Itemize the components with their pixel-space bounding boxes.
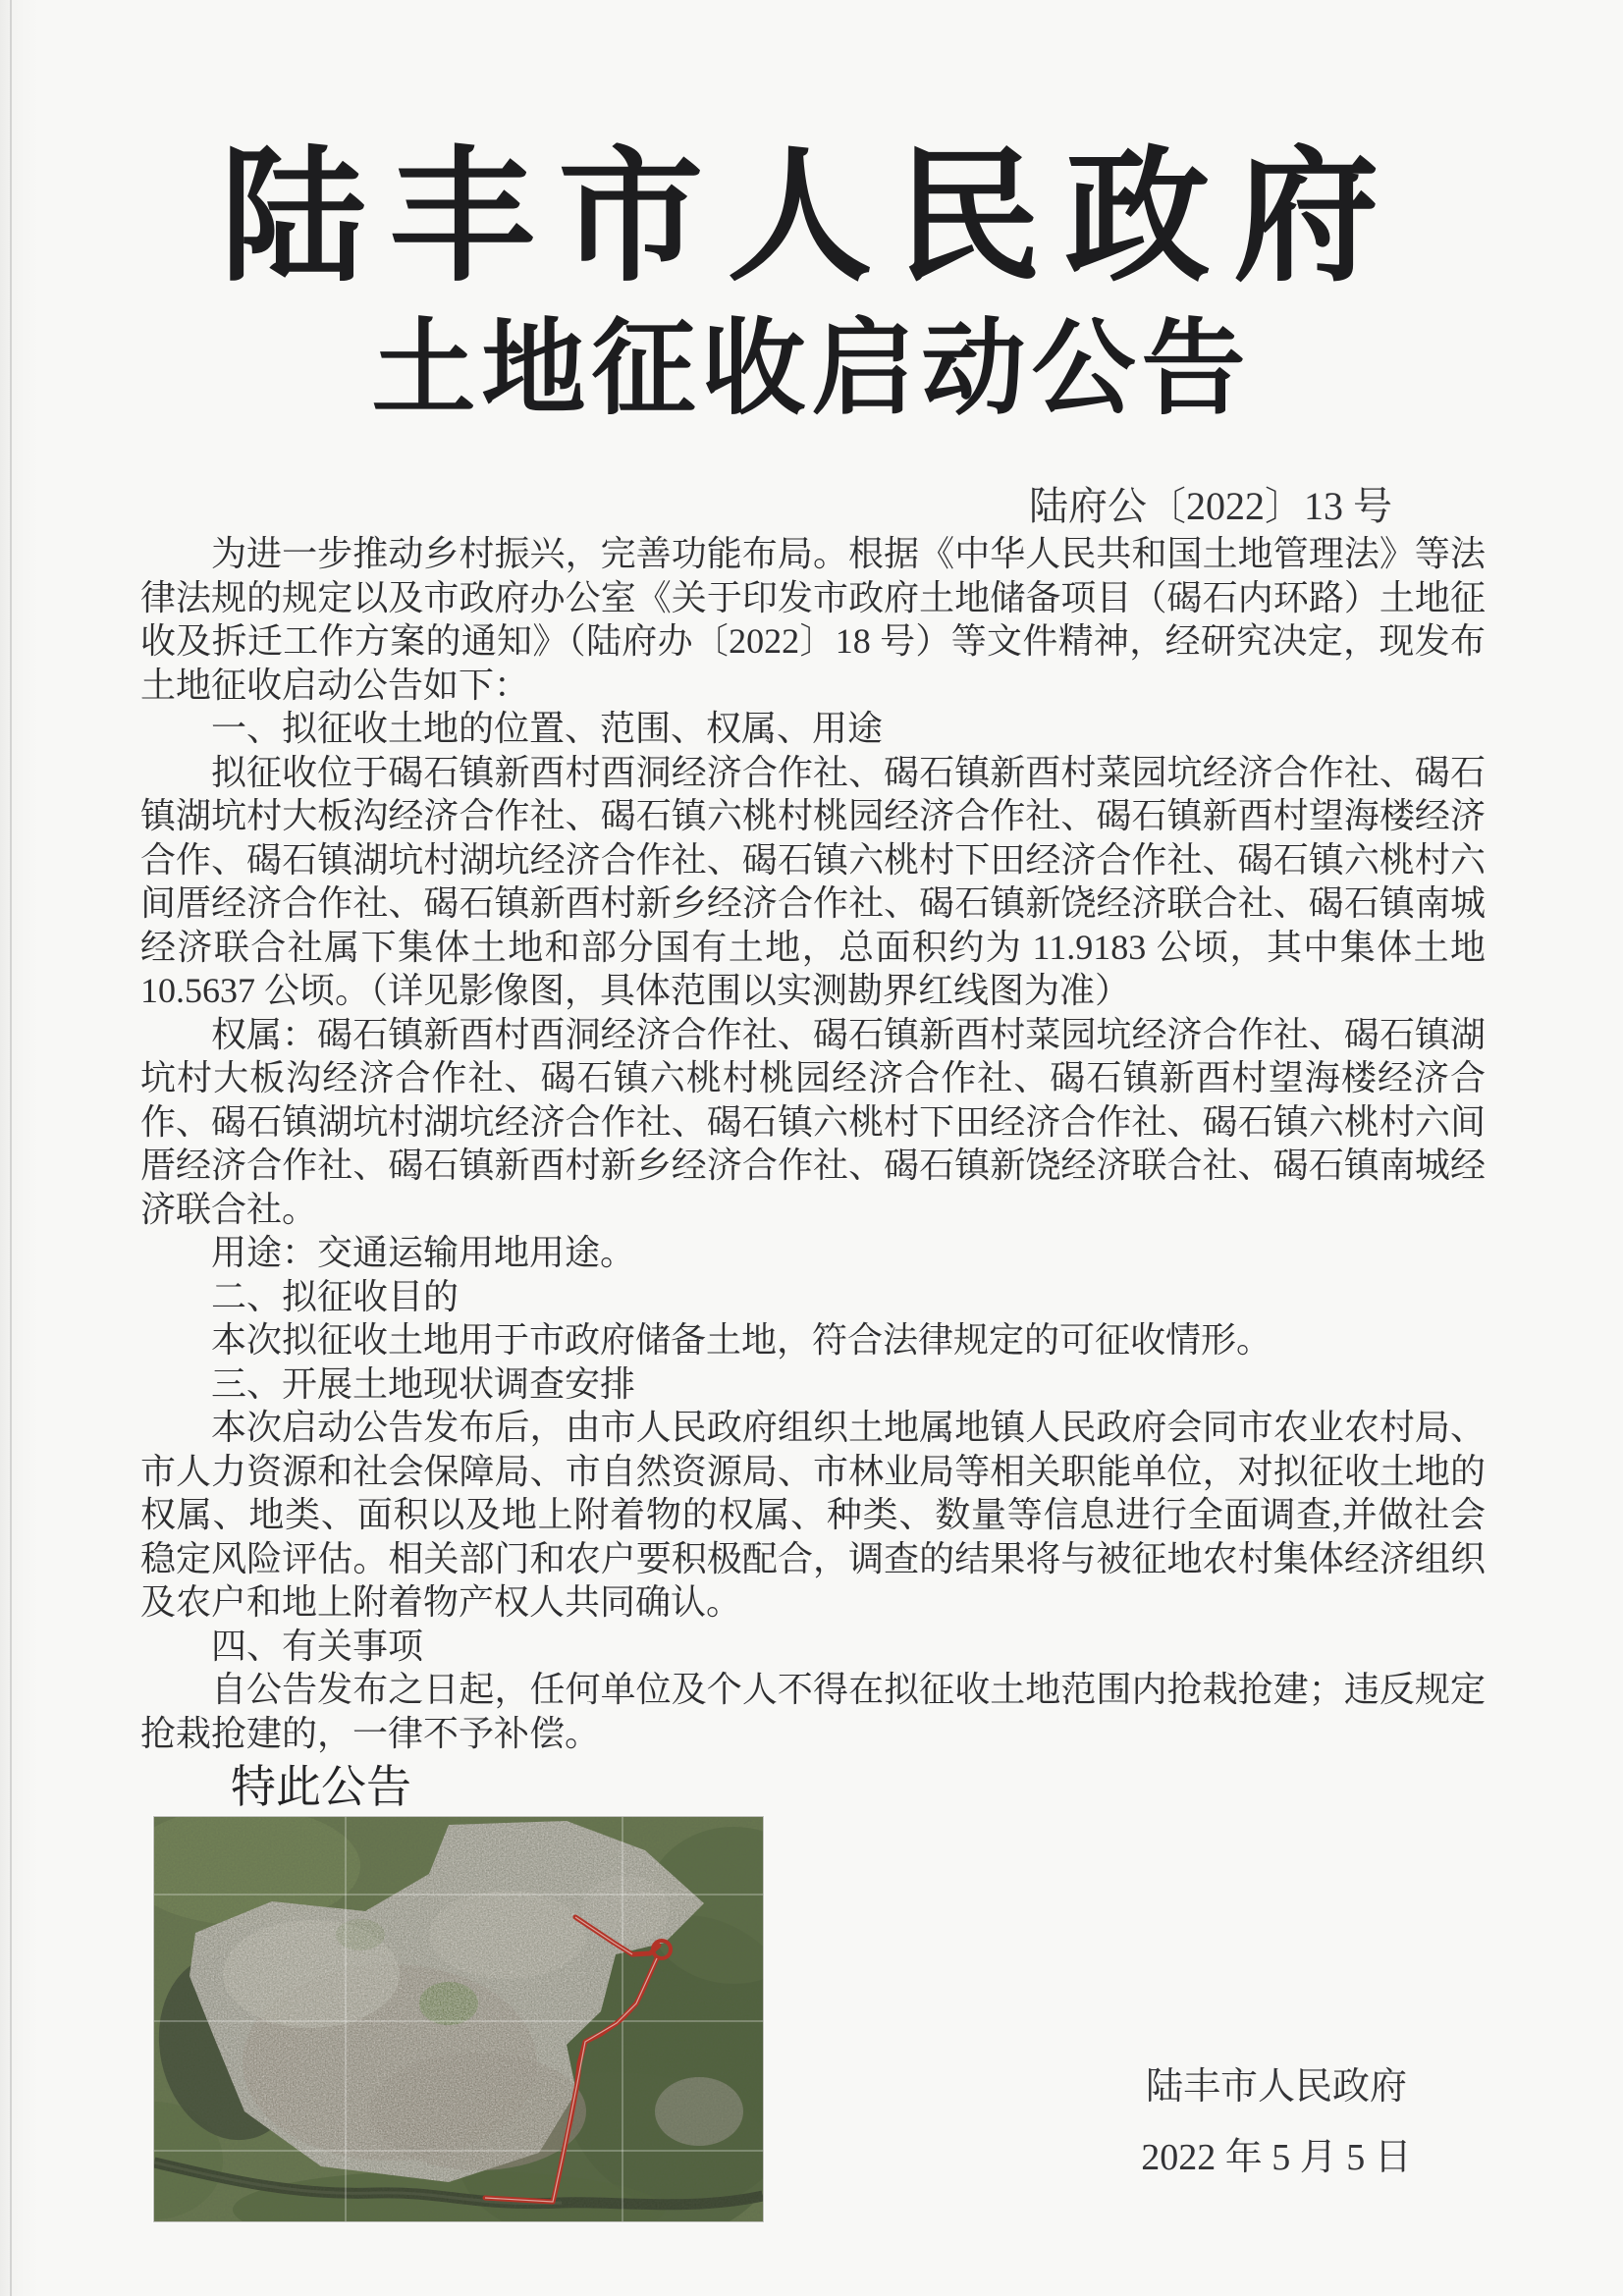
section-2-heading: 二、拟征收目的 bbox=[211, 1276, 460, 1316]
page-title: 陆丰市人民政府 bbox=[220, 138, 1403, 299]
paragraph-purpose: 本次拟征收土地用于市政府储备土地，符合法律规定的可征收情形。 bbox=[211, 1320, 1272, 1360]
paragraph-usage: 用途：交通运输用地用途。 bbox=[211, 1233, 636, 1272]
signature-block bbox=[1041, 2052, 1512, 2193]
paragraph-notice: 自公告发布之日起，任何单位及个人不得在拟征收土地范围内抢栽抢建；违反规定抢栽抢建的，一律不予补偿。 bbox=[140, 1670, 1486, 1753]
signature-date: 2022 年 5 月 5 日 bbox=[1141, 2137, 1412, 2178]
satellite-map-image bbox=[153, 1816, 764, 2222]
closing-statement: 特此公告 bbox=[231, 1762, 411, 1812]
document-body bbox=[140, 532, 1486, 1816]
satellite-map-svg bbox=[154, 1817, 763, 2221]
section-4-heading: 四、有关事项 bbox=[211, 1626, 424, 1666]
paragraph-location: 拟征收位于碣石镇新酉村酉洞经济合作社、碣石镇新酉村菜园坑经济合作社、碣石镇湖坑村大板沟经济合作社、碣石镇六桃村桃园经济合作社、碣石镇新酉村望海楼经济合作、碣石镇湖坑村湖坑经济合作社、碣石镇六桃村下田经济合作社、碣石镇六桃村六间厝经济合作社、碣石镇新酉村新乡经济合作社、碣石镇新饶经济联合社、碣石镇南城经济联合社属下集体土地和部分国有土地，总面积约为 11.9183 公顷，其中集体土地 10.5637 公顷。（详见影像图，具体范围以实测勘界红线图为准） bbox=[140, 752, 1486, 1010]
page-subtitle: 土地征收启动公告 bbox=[371, 312, 1252, 427]
paragraph-survey: 本次启动公告发布后，由市人民政府组织土地属地镇人民政府会同市农业农村局、市人力资源和社会保障局、市自然资源局、市林业局等相关职能单位，对拟征收土地的权属、地类、面积以及地上附着物的权属、种类、数量等信息进行全面调查,并做社会稳定风险评估。相关部门和农户要积极配合，调查的结果将与被征地农村集体经济组织及农户和地上附着物产权人共同确认。 bbox=[140, 1408, 1486, 1622]
section-1-heading: 一、拟征收土地的位置、范围、权属、用途 bbox=[211, 709, 884, 748]
paragraph-intro: 为进一步推动乡村振兴，完善功能布局。根据《中华人民共和国土地管理法》等法律法规的规定以及市政府办公室《关于印发市政府土地储备项目（碣石内环路）土地征收及拆迁工作方案的通知》（陆府办〔2022〕18 号）等文件精神，经研究决定，现发布土地征收启动公告如下： bbox=[140, 534, 1486, 705]
signature-issuer: 陆丰市人民政府 bbox=[1145, 2066, 1407, 2108]
paragraph-ownership: 权属：碣石镇新酉村酉洞经济合作社、碣石镇新酉村菜园坑经济合作社、碣石镇湖坑村大板沟经济合作社、碣石镇六桃村桃园经济合作社、碣石镇新酉村望海楼经济合作、碣石镇湖坑村湖坑经济合作社、碣石镇六桃村下田经济合作社、碣石镇六桃村六间厝经济合作社、碣石镇新酉村新乡经济合作社、碣石镇新饶经济联合社、碣石镇南城经济联合社。 bbox=[140, 1014, 1486, 1229]
document-number: 陆府公〔2022〕13 号 bbox=[1029, 484, 1392, 528]
section-3-heading: 三、开展土地现状调查安排 bbox=[211, 1363, 636, 1404]
